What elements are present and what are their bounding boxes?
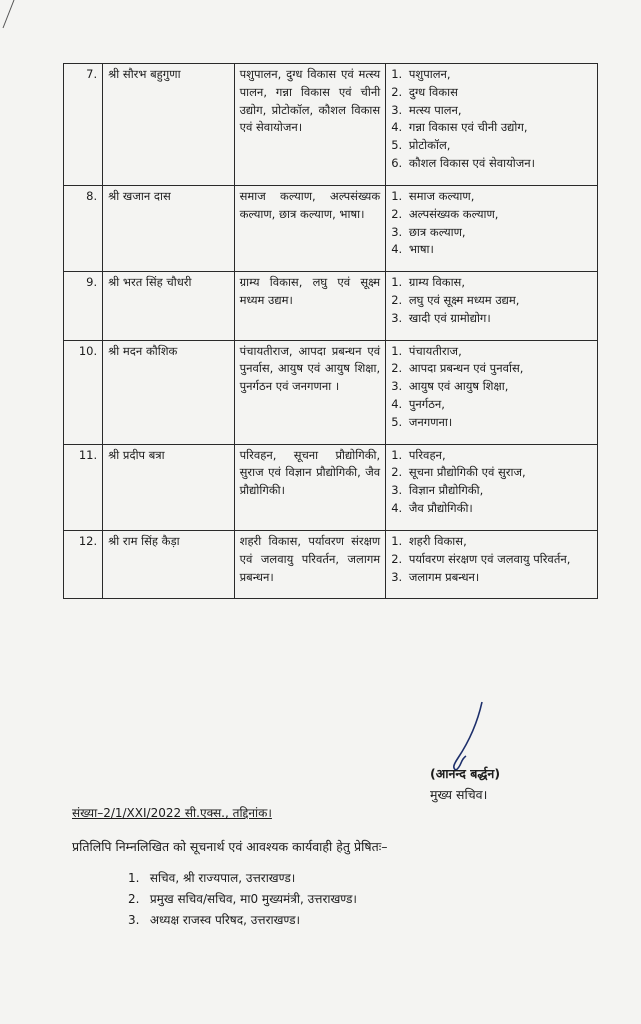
- department-list: [386, 185, 598, 271]
- corner-pen-mark: [0, 0, 20, 30]
- list-item-text: आपदा प्रबन्धन एवं पुनर्वास,: [408, 361, 524, 376]
- table-row: [64, 272, 598, 340]
- department-list: [386, 340, 598, 444]
- department-list: [386, 530, 598, 598]
- minister-name: श्री सौरभ बहुगुणा: [103, 64, 234, 186]
- copy-intro-text: प्रतिलिपि निम्नलिखित को सूचनार्थ एवं आवश्यक कार्यवाही हेतु प्रेषितः–: [72, 839, 388, 854]
- copy-recipient: [128, 889, 357, 910]
- list-item-text: समाज कल्याण,: [408, 188, 475, 203]
- list-item-text: दुग्ध विकास: [408, 84, 458, 99]
- list-item-text: खादी एवं ग्रामोद्योग।: [408, 310, 491, 325]
- list-item-text: अल्पसंख्यक कल्याण,: [408, 206, 499, 221]
- list-item-number: 2.: [391, 206, 403, 221]
- list-item-text: पर्यावरण संरक्षण एवं जलवायु परिवर्तन,: [408, 551, 571, 566]
- copy-recipient: [128, 910, 357, 931]
- list-item-text: जलागम प्रबन्धन।: [408, 569, 480, 584]
- list-item-number: 3.: [391, 379, 403, 394]
- list-item: [391, 310, 592, 328]
- table-row: [64, 185, 598, 271]
- reference-number: संख्या–2/1/XXI/2022 सी.एक्स., तद्दिनांक।: [72, 806, 272, 820]
- list-item-text: पशुपालन,: [408, 67, 451, 81]
- copy-recipient-number: 1.: [128, 871, 140, 885]
- list-item-text: कौशल विकास एवं सेवायोजन।: [408, 156, 536, 171]
- row-serial-number: 8.: [64, 185, 103, 271]
- list-item-text: गन्ना विकास एवं चीनी उद्योग,: [408, 120, 528, 135]
- list-item-number: 3.: [391, 483, 403, 498]
- list-item-text: सूचना प्रौद्योगिकी एवं सुराज,: [408, 465, 526, 480]
- list-item-text: जैव प्रौद्योगिकी।: [408, 501, 473, 516]
- list-item-number: 3.: [391, 224, 403, 239]
- departments-text: ग्राम्य विकास, लघु एवं सूक्ष्म मध्यम उद्यम।: [234, 272, 386, 340]
- copy-recipient-number: 2.: [128, 892, 140, 906]
- departments-text: पशुपालन, दुग्ध विकास एवं मत्स्य पालन, गन्ना विकास एवं चीनी उद्योग, प्रोटोकॉल, कौशल विकास एवं सेवायोजन।: [234, 64, 386, 186]
- list-item-text: छात्र कल्याण,: [408, 224, 466, 239]
- department-allocation-table: [63, 63, 598, 599]
- copy-recipient-text: अध्यक्ष राजस्व परिषद, उत्तराखण्ड।: [149, 913, 301, 927]
- list-item: [391, 137, 592, 155]
- list-item: [391, 482, 592, 500]
- list-item-number: 5.: [391, 138, 403, 153]
- list-item: [391, 119, 592, 137]
- list-item-number: 3.: [391, 310, 403, 325]
- minister-name: श्री मदन कौशिक: [103, 340, 234, 444]
- list-item-number: 1.: [391, 447, 403, 462]
- list-item-number: 5.: [391, 414, 403, 429]
- list-item-number: 2.: [391, 84, 403, 99]
- list-item: [391, 188, 592, 206]
- list-item: [391, 500, 592, 518]
- list-item: [391, 343, 592, 361]
- minister-name: श्री खजान दास: [103, 185, 234, 271]
- department-list: [386, 444, 598, 530]
- row-serial-number: 10.: [64, 340, 103, 444]
- minister-name: श्री राम सिंह कैड़ा: [103, 530, 234, 598]
- list-item: [391, 447, 592, 465]
- list-item: [391, 551, 592, 569]
- department-list: [386, 272, 598, 340]
- table-row: [64, 340, 598, 444]
- list-item: [391, 396, 592, 414]
- signature-mark: [448, 700, 488, 772]
- minister-name: श्री प्रदीप बत्रा: [103, 444, 234, 530]
- list-item-number: 2.: [391, 551, 403, 566]
- list-item: [391, 533, 592, 551]
- minister-name: श्री भरत सिंह चौधरी: [103, 272, 234, 340]
- list-item-text: जनगणना।: [408, 414, 453, 429]
- list-item: [391, 241, 592, 259]
- signatory-name: (आनन्द बर्द्धन): [430, 766, 501, 781]
- list-item: [391, 155, 592, 173]
- departments-text: समाज कल्याण, अल्पसंख्यक कल्याण, छात्र कल्याण, भाषा।: [234, 185, 386, 271]
- list-item: [391, 224, 592, 242]
- copy-recipient-text: सचिव, श्री राज्यपाल, उत्तराखण्ड।: [149, 871, 296, 885]
- list-item-number: 1.: [391, 533, 403, 548]
- list-item-text: शहरी विकास,: [408, 533, 467, 548]
- table-row: [64, 530, 598, 598]
- list-item-number: 1.: [391, 343, 403, 358]
- copy-recipient: [128, 868, 357, 889]
- list-item-text: प्रोटोकॉल,: [408, 138, 451, 153]
- list-item-number: 2.: [391, 292, 403, 307]
- table-row: [64, 64, 598, 186]
- list-item-text: पंचायतीराज,: [408, 343, 462, 358]
- list-item-number: 4.: [391, 397, 403, 411]
- list-item-number: 2.: [391, 465, 403, 480]
- copy-recipient-text: प्रमुख सचिव/सचिव, मा0 मुख्यमंत्री, उत्तराखण्ड।: [149, 892, 357, 906]
- list-item: [391, 102, 592, 120]
- list-item-number: 4.: [391, 120, 403, 135]
- list-item-number: 1.: [391, 275, 403, 290]
- list-item-text: आयुष एवं आयुष शिक्षा,: [408, 379, 509, 394]
- list-item-number: 4.: [391, 242, 403, 257]
- departments-text: परिवहन, सूचना प्रौद्योगिकी, सुराज एवं विज्ञान प्रौद्योगिकी, जैव प्रौद्योगिकी।: [234, 444, 386, 530]
- list-item: [391, 360, 592, 378]
- departments-text: पंचायतीराज, आपदा प्रबन्धन एवं पुनर्वास, आयुष एवं आयुष शिक्षा, पुनर्गठन एवं जनगणना ।: [234, 340, 386, 444]
- list-item-number: 1.: [391, 67, 403, 81]
- row-serial-number: 11.: [64, 444, 103, 530]
- list-item-text: ग्राम्य विकास,: [408, 275, 465, 290]
- departments-text: शहरी विकास, पर्यावरण संरक्षण एवं जलवायु परिवर्तन, जलागम प्रबन्धन।: [234, 530, 386, 598]
- list-item: [391, 414, 592, 432]
- row-serial-number: 9.: [64, 272, 103, 340]
- list-item: [391, 292, 592, 310]
- table-row: [64, 444, 598, 530]
- list-item: [391, 274, 592, 292]
- list-item-text: पुनर्गठन,: [408, 397, 445, 411]
- list-item-number: 3.: [391, 102, 403, 117]
- list-item-text: लघु एवं सूक्ष्म मध्यम उद्यम,: [408, 292, 520, 307]
- list-item: [391, 84, 592, 102]
- list-item-number: 4.: [391, 501, 403, 516]
- list-item: [391, 569, 592, 587]
- signatory-title: मुख्य सचिव।: [430, 787, 488, 803]
- list-item-number: 2.: [391, 361, 403, 376]
- signature-block: [430, 763, 500, 806]
- list-item: [391, 464, 592, 482]
- list-item: [391, 378, 592, 396]
- list-item-number: 1.: [391, 188, 403, 203]
- list-item: [391, 66, 592, 84]
- list-item-text: विज्ञान प्रौद्योगिकी,: [408, 483, 484, 498]
- list-item: [391, 206, 592, 224]
- list-item-number: 6.: [391, 156, 403, 171]
- row-serial-number: 12.: [64, 530, 103, 598]
- list-item-text: भाषा।: [408, 242, 434, 257]
- row-serial-number: 7.: [64, 64, 103, 186]
- copy-recipient-list: [128, 868, 357, 931]
- list-item-number: 3.: [391, 569, 403, 584]
- list-item-text: मत्स्य पालन,: [408, 102, 462, 117]
- list-item-text: परिवहन,: [408, 447, 446, 462]
- department-list: [386, 64, 598, 186]
- copy-recipient-number: 3.: [128, 913, 140, 927]
- allocation-table-body: [64, 64, 598, 599]
